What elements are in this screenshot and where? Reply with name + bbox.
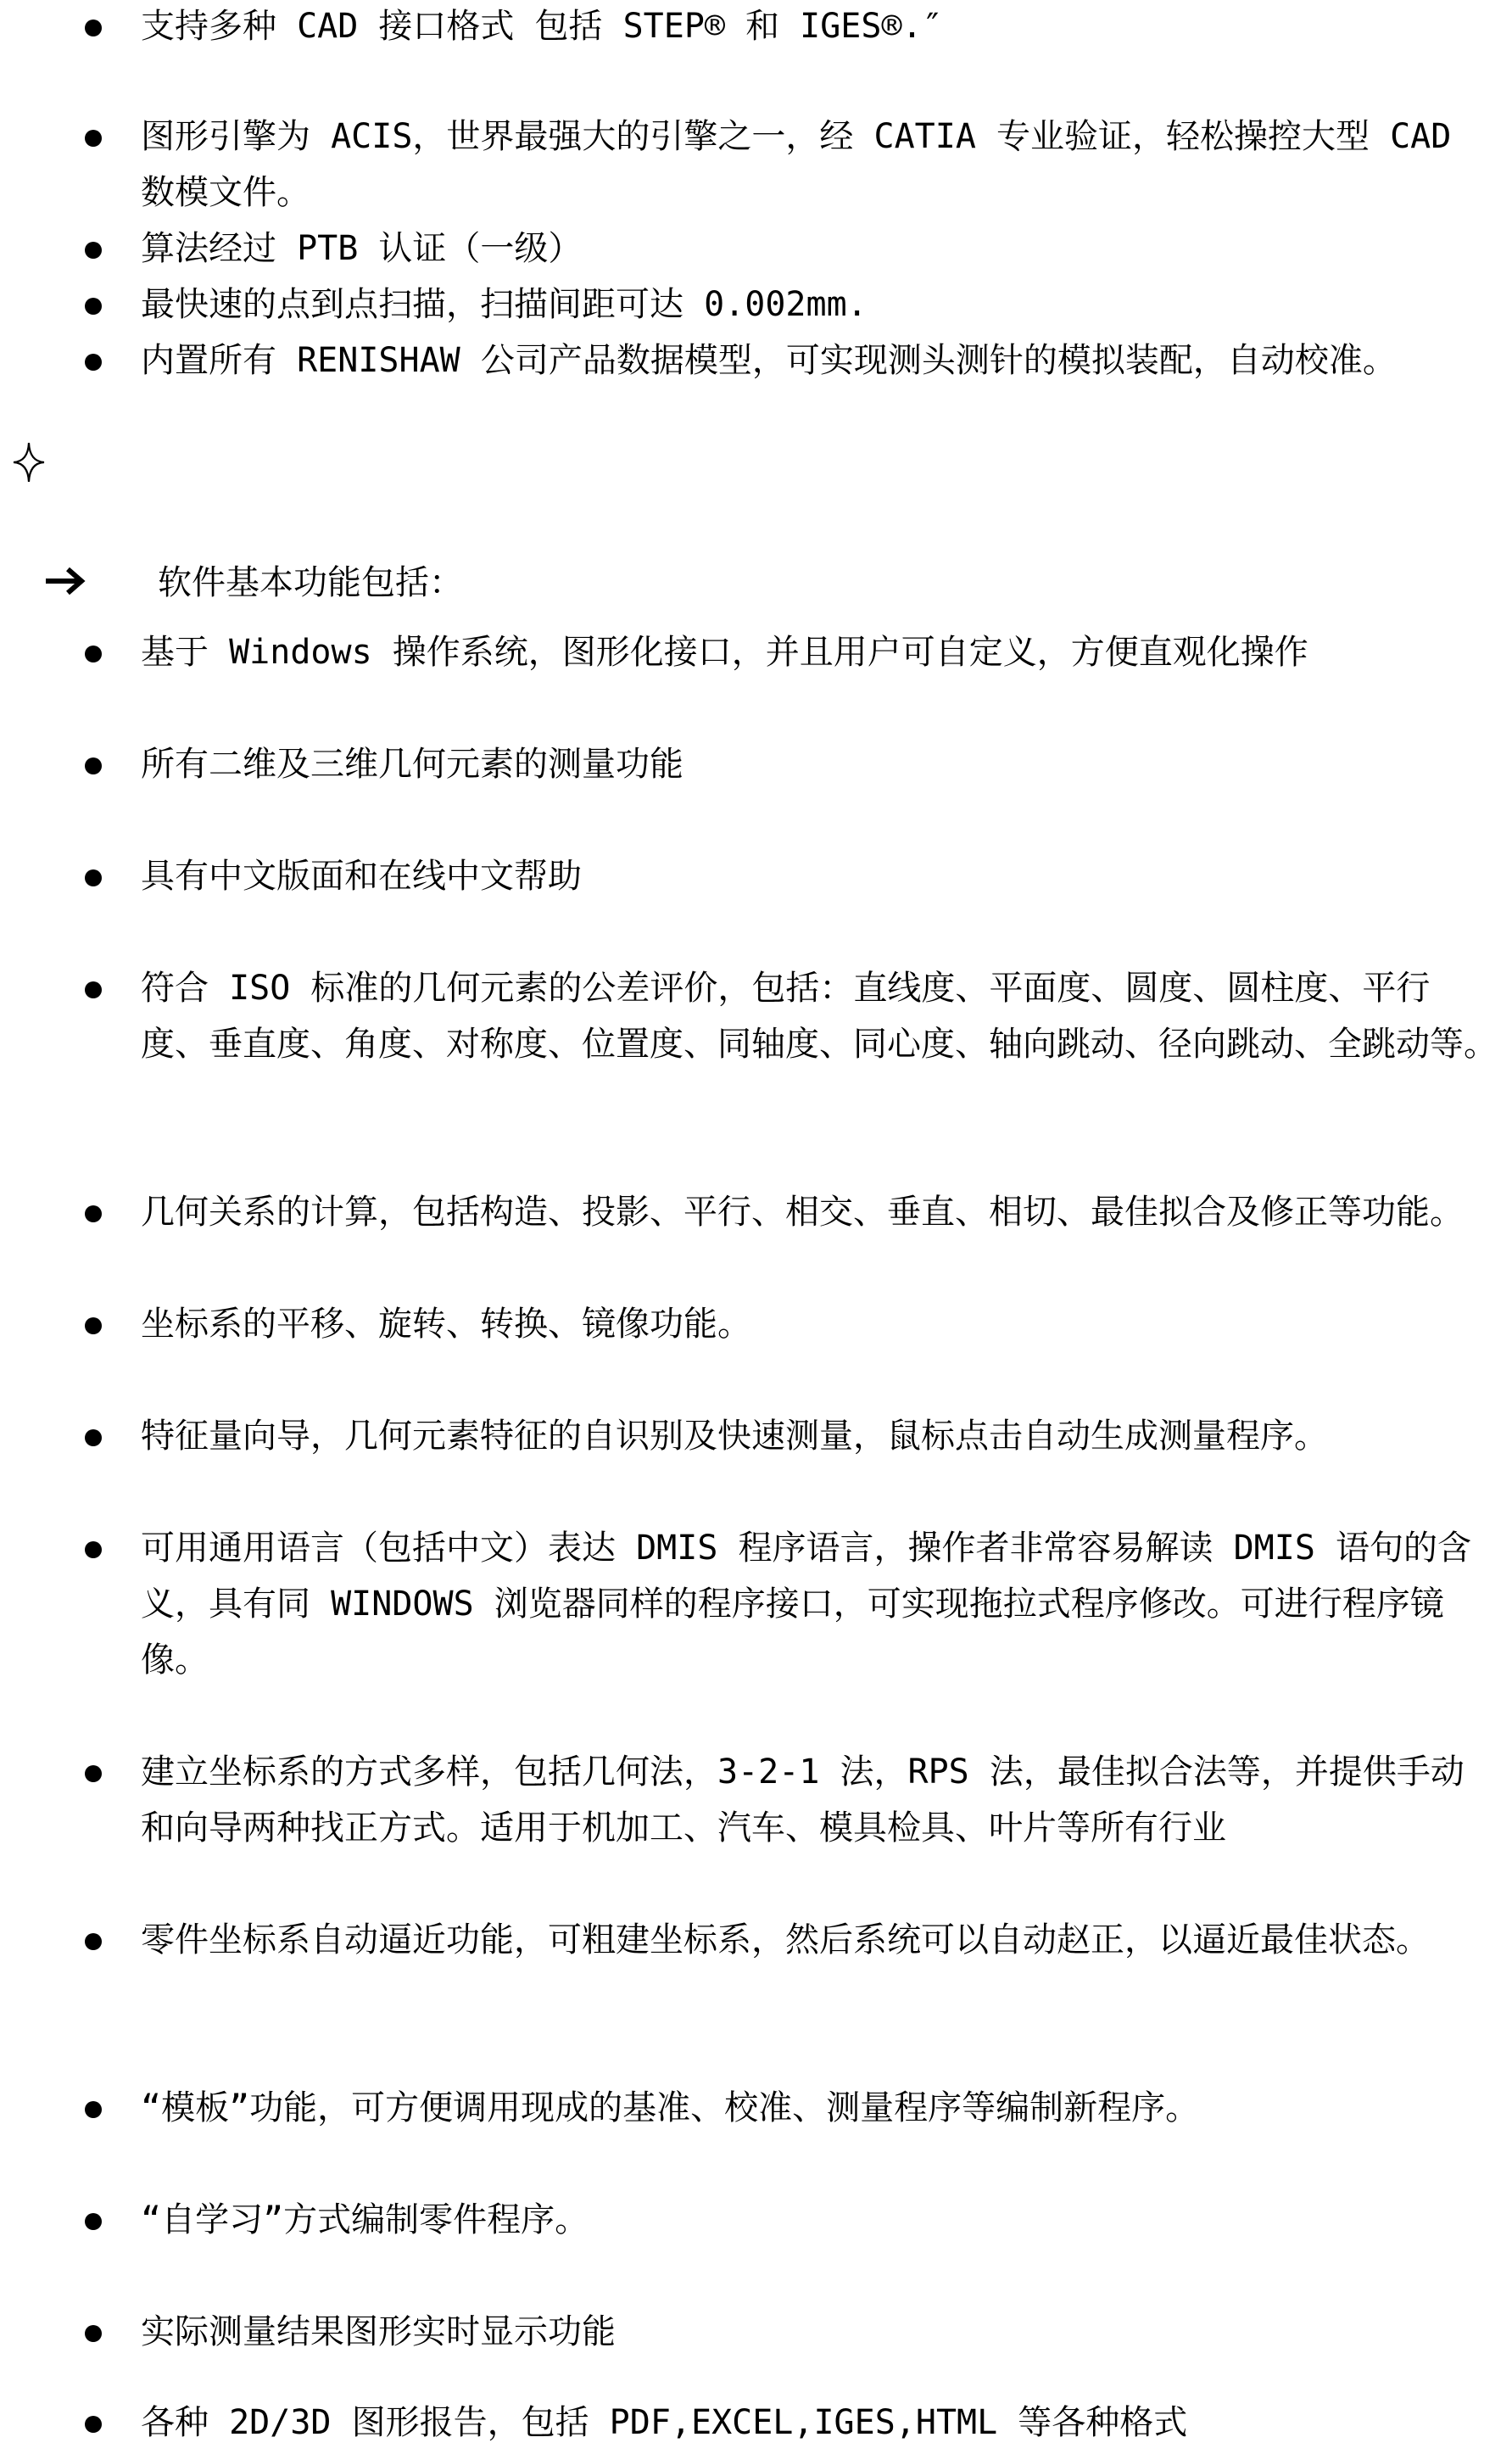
bullet-icon: [85, 1429, 102, 1446]
bullet-icon: [85, 20, 102, 36]
bullet-icon: [85, 130, 102, 147]
bullet-icon: [85, 646, 102, 662]
list-item-text: 所有二维及三维几何元素的测量功能: [141, 745, 683, 784]
bullet-icon: [85, 1541, 102, 1558]
list-item-text: 图形引擎为 ACIS，世界最强大的引擎之一，经 CATIA 专业验证，轻松操控大型 CAD 数模文件。: [141, 117, 1472, 212]
bullet-icon: [85, 1933, 102, 1950]
bullet-icon: [85, 2101, 102, 2118]
list-item-text: 最快速的点到点扫描，扫描间距可达 0.002mm.: [141, 285, 868, 324]
list-item-text: “自学习”方式编制零件程序。: [141, 2200, 589, 2239]
bullet-icon: [85, 298, 102, 315]
list-item-text: 基于 Windows 操作系统，图形化接口，并且用户可自定义，方便直观化操作: [141, 633, 1308, 672]
section-heading: 软件基本功能包括：: [158, 563, 463, 602]
bullet-icon: [85, 2325, 102, 2342]
list-item-text: 符合 ISO 标准的几何元素的公差评价，包括：直线度、平面度、圆度、圆柱度、平行度、垂直度、角度、对称度、位置度、同轴度、同心度、轴向跳动、径向跳动、全跳动等。: [141, 969, 1498, 1064]
bullet-icon: [85, 242, 102, 259]
bullet-icon: [85, 869, 102, 886]
list-item-text: 支持多种 CAD 接口格式 包括 STEP® 和 IGES®.″: [141, 7, 943, 46]
list-item-text: 算法经过 PTB 认证（一级）: [141, 229, 583, 268]
list-item-text: 特征量向导，几何元素特征的自识别及快速测量，鼠标点击自动生成测量程序。: [141, 1417, 1328, 1456]
list-item-text: 坐标系的平移、旋转、转换、镜像功能。: [141, 1305, 751, 1344]
bullet-icon: [85, 2416, 102, 2433]
bullet-icon: [85, 1317, 102, 1334]
bullet-icon: [85, 757, 102, 774]
sparkle-icon: [12, 441, 46, 484]
list-item-text: 具有中文版面和在线中文帮助: [141, 857, 582, 896]
list-item-text: 建立坐标系的方式多样，包括几何法，3-2-1 法，RPS 法，最佳拟合法等，并提供手动和向导两种找正方式。适用于机加工、汽车、模具检具、叶片等所有行业: [141, 1752, 1465, 1847]
list-item-text: 各种 2D/3D 图形报告，包括 PDF,EXCEL,IGES,HTML 等各种格式: [141, 2403, 1188, 2442]
list-item-text: 内置所有 RENISHAW 公司产品数据模型，可实现测头测针的模拟装配，自动校准。: [141, 341, 1397, 380]
list-item-text: 可用通用语言（包括中文）表达 DMIS 程序语言，操作者非常容易解读 DMIS 语句的含义，具有同 WINDOWS 浏览器同样的程序接口，可实现拖拉式程序修改。可进行程序镜像。: [141, 1529, 1471, 1680]
arrow-right-icon: [42, 564, 93, 598]
list-item-text: 几何关系的计算，包括构造、投影、平行、相交、垂直、相切、最佳拟合及修正等功能。: [141, 1193, 1464, 1232]
list-item-text: 实际测量结果图形实时显示功能: [141, 2312, 616, 2351]
bullet-icon: [85, 981, 102, 998]
bullet-icon: [85, 354, 102, 371]
bullet-icon: [85, 1765, 102, 1782]
bullet-icon: [85, 1205, 102, 1222]
bullet-icon: [85, 2213, 102, 2230]
list-item-text: 零件坐标系自动逼近功能，可粗建坐标系，然后系统可以自动赵正，以逼近最佳状态。: [141, 1920, 1430, 1959]
list-item-text: “模板”功能，可方便调用现成的基准、校准、测量程序等编制新程序。: [141, 2088, 1200, 2127]
